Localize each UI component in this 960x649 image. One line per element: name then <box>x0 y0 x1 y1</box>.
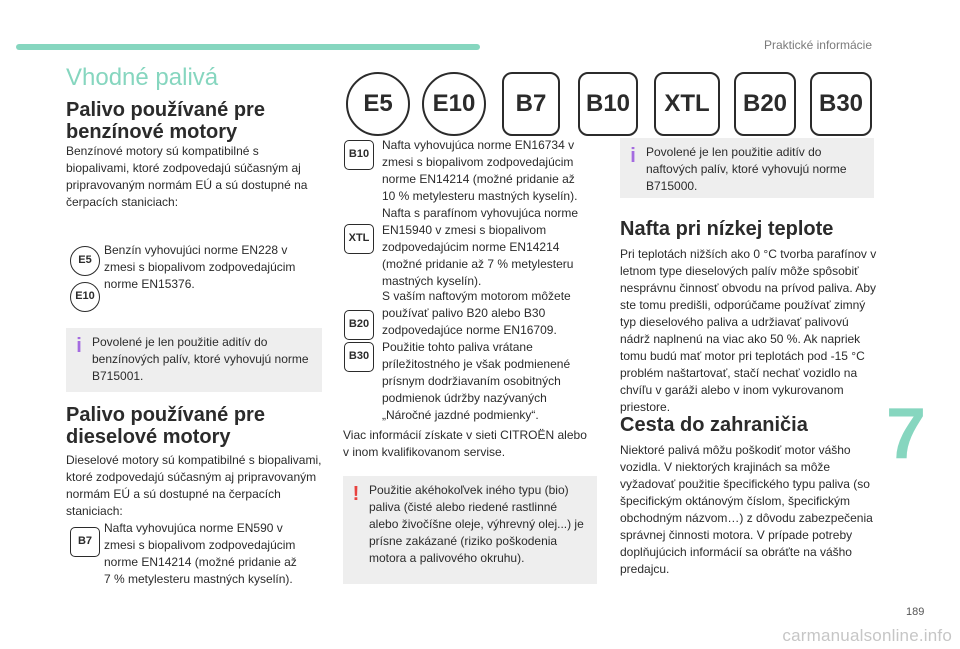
header-accent-bar <box>16 44 480 50</box>
badge-b20-small: B20 <box>344 310 374 340</box>
badge-b10: B10 <box>578 72 638 136</box>
diesel-heading: Palivo používané pre dieselové motory <box>66 404 265 448</box>
watermark: carmanualsonline.info <box>782 626 952 645</box>
badge-e10-small: E10 <box>70 282 100 312</box>
abroad-heading: Cesta do zahraničia <box>620 414 808 436</box>
warning-icon: ! <box>352 483 360 505</box>
chapter-number: 7 <box>886 394 927 474</box>
badge-b20: B20 <box>734 72 796 136</box>
diesel-info-text: Povolené je len použitie aditív do naftových palív, ktoré vyhovujú norme B715000. <box>646 145 847 193</box>
petrol-heading: Palivo používané pre benzínové motory <box>66 99 265 143</box>
b20-b30-desc: S vaším naftovým motorom môžete používať palivo B20 alebo B30 zodpovedajúce norme EN16709. Použitie tohto paliva vrátane príležitostného je však podmienené prísnym dodržiavaním osobitných podmienok údržby nazývaných „Náročné jazdné podmienky“. <box>382 289 571 422</box>
cold-text: Pri teplotách nižších ako 0 °C tvorba parafínov v letnom type dieselových palív môže spôsobiť nesprávnu činnosť obvodu na prívod paliva. Aby ste tomu predišli, odporúčame používať zimný typ dieselového paliva a udržiavať palivovú nádrž naplnenú na viac ako 50 %. Ak napriek tomu budú mať motor pri teplotách pod -15 °C problém naštartovať, stačí nechať vozidlo na chvíľu v garáži alebo v inom vykurovanom priestore. <box>620 247 877 414</box>
badge-e5: E5 <box>346 72 410 136</box>
info-icon: i <box>630 145 636 167</box>
diesel-info-box <box>620 138 874 198</box>
b10-desc: Nafta vyhovujúca norme EN16734 v zmesi s biopalivom zodpovedajúcim norme EN14214 (možné pridanie až 10 % metylesteru mastných kyselín). <box>382 138 578 203</box>
petrol-info-text: Povolené je len použitie aditív do benzínových palív, ktoré vyhovujú norme B715001. <box>92 335 309 383</box>
badge-b30-small: B30 <box>344 342 374 372</box>
badge-e5-small: E5 <box>70 246 100 276</box>
badge-e10: E10 <box>422 72 486 136</box>
warning-text: Použitie akéhokoľvek iného typu (bio) paliva (čisté alebo riedené rastlinné alebo živočíšne oleje, výhrevný olej...) je prísne zakázané (riziko poškodenia motora a palivového okruhu). <box>369 483 584 565</box>
badge-b7-small: B7 <box>70 527 100 557</box>
petrol-fuel-desc: Benzín vyhovujúci norme EN228 v zmesi s biopalivom zodpovedajúcim norme EN15376. <box>104 243 296 291</box>
page-number: 189 <box>906 606 925 618</box>
abroad-text: Niektoré palivá môžu poškodiť motor vášho vozidla. V niektorých krajinách sa môže vyžadovať použitie špecifického typu paliva (so špecifickým oktánovým číslom, špecifickým obchodným názvom…) z dôvodu zabezpečenia správnej činnosti motora. V prípade potreby doplňujúcich informácií sa obráťte na vášho predajcu. <box>620 443 873 576</box>
badge-b7: B7 <box>502 72 560 136</box>
more-info-text: Viac informácií získate v sieti CITROËN alebo v inom kvalifikovanom servise. <box>343 428 587 459</box>
b7-desc: Nafta vyhovujúca norme EN590 v zmesi s biopalivom zodpovedajúcim norme EN14214 (možné pridanie až 7 % metylesteru mastných kyselín). <box>104 521 297 586</box>
xtl-desc: Nafta s parafínom vyhovujúca norme EN15940 v zmesi s biopalivom zodpovedajúcim norme EN14214 (možné pridanie až 7 % metylesteru mastných kyselín). <box>382 206 579 288</box>
petrol-info-box <box>66 328 322 392</box>
page-title: Vhodné palivá <box>66 64 219 91</box>
info-icon: i <box>76 335 82 357</box>
section-title: Praktické informácie <box>763 38 872 52</box>
petrol-intro: Benzínové motory sú kompatibilné s biopalivami, ktoré zodpovedajú súčasným aj pripravovaným normám EÚ a sú dostupné na čerpacích staniciach: <box>66 144 308 209</box>
cold-heading: Nafta pri nízkej teplote <box>620 218 834 240</box>
diesel-intro: Dieselové motory sú kompatibilné s biopalivami, ktoré zodpovedajú súčasným aj pripravovaným normám EÚ a sú dostupné na čerpacích staniciach: <box>66 453 322 518</box>
badge-b30: B30 <box>810 72 872 136</box>
warning-box <box>343 476 597 584</box>
badge-xtl: XTL <box>654 72 720 136</box>
badge-b10-small: B10 <box>344 140 374 170</box>
badge-xtl-small: XTL <box>344 224 374 254</box>
